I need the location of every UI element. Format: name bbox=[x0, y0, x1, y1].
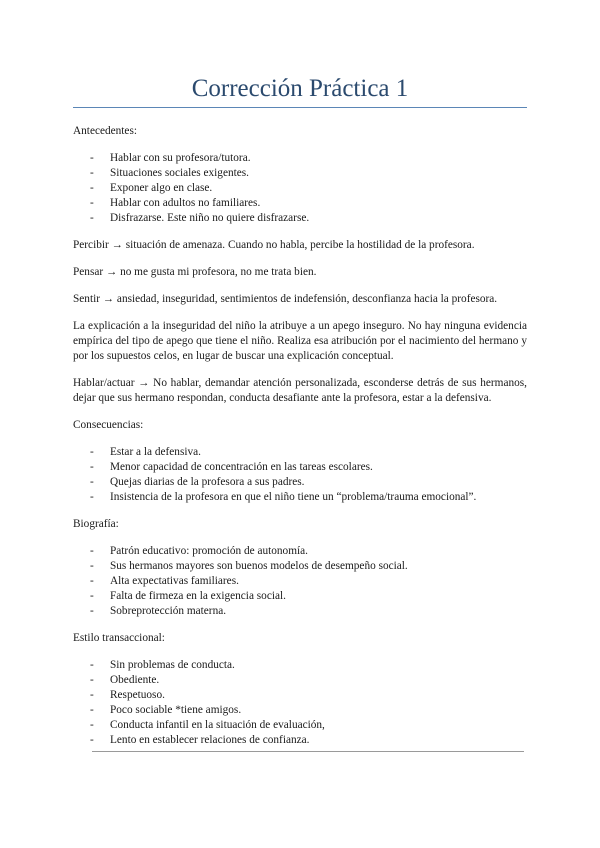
antecedentes-list bbox=[73, 151, 527, 226]
list-item bbox=[73, 604, 527, 619]
title-underline bbox=[73, 107, 527, 108]
list-item bbox=[73, 181, 527, 196]
list-item bbox=[73, 544, 527, 559]
bullet-dash: - bbox=[90, 719, 94, 731]
pensar-paragraph: Pensar → no me gusta mi profesora, no me trata bien. bbox=[73, 266, 317, 278]
list-item-text: Poco sociable *tiene amigos. bbox=[110, 704, 242, 716]
hablar-actuar-paragraph: Hablar/actuar → No hablar, demandar atención personalizada, esconderse detrás de sus hermanos, dejar que sus hermano respondan, conducta desafiante ante la profesora, estar a la defensiva. bbox=[73, 377, 527, 404]
list-item-text: Hablar con adultos no familiares. bbox=[110, 197, 261, 209]
list-item bbox=[73, 151, 527, 166]
bullet-dash: - bbox=[90, 461, 94, 473]
list-item bbox=[73, 703, 527, 718]
bullet-dash: - bbox=[90, 659, 94, 671]
list-item bbox=[73, 559, 527, 574]
list-item-text: Obediente. bbox=[110, 674, 160, 686]
list-item-text: Disfrazarse. Este niño no quiere disfrazarse. bbox=[110, 212, 310, 224]
bullet-dash: - bbox=[90, 212, 94, 224]
bullet-dash: - bbox=[90, 446, 94, 458]
list-item-text: Menor capacidad de concentración en las tareas escolares. bbox=[110, 461, 373, 473]
consecuencias-list bbox=[73, 445, 527, 505]
list-item-text: Lento en establecer relaciones de confianza. bbox=[110, 734, 310, 746]
estilo-list bbox=[73, 658, 527, 748]
list-item-text: Falta de firmeza en la exigencia social. bbox=[110, 590, 286, 602]
bullet-dash: - bbox=[90, 575, 94, 587]
list-item bbox=[73, 589, 527, 604]
list-item-text: Quejas diarias de la profesora a sus padres. bbox=[110, 476, 305, 488]
bullet-dash: - bbox=[90, 476, 94, 488]
bullet-dash: - bbox=[90, 689, 94, 701]
biografia-heading: Biografía: bbox=[73, 518, 119, 530]
consecuencias-heading: Consecuencias: bbox=[73, 419, 144, 431]
list-item bbox=[73, 688, 527, 703]
bullet-dash: - bbox=[90, 674, 94, 686]
page-title: Corrección Práctica 1 bbox=[191, 75, 409, 102]
list-item-text: Insistencia de la profesora en que el niño tiene un “problema/trauma emocional”. bbox=[110, 491, 477, 503]
bullet-dash: - bbox=[90, 734, 94, 746]
document-body bbox=[73, 124, 527, 760]
list-item bbox=[73, 166, 527, 181]
list-item-text: Estar a la defensiva. bbox=[110, 446, 201, 458]
percibir-paragraph: Percibir → situación de amenaza. Cuando no habla, percibe la hostilidad de la profesora. bbox=[73, 239, 475, 251]
list-item-text: Exponer algo en clase. bbox=[110, 182, 213, 194]
list-item bbox=[73, 490, 527, 505]
biografia-list bbox=[73, 544, 527, 619]
list-item-text: Sin problemas de conducta. bbox=[110, 659, 235, 671]
estilo-heading: Estilo transaccional: bbox=[73, 632, 165, 644]
list-item-text: Hablar con su profesora/tutora. bbox=[110, 152, 251, 164]
list-item-text: Conducta infantil en la situación de evaluación, bbox=[110, 719, 325, 731]
list-item-text: Respetuoso. bbox=[110, 689, 165, 701]
explicacion-paragraph: La explicación a la inseguridad del niño la atribuye a un apego inseguro. No hay ninguna evidencia empírica del tipo de apego que tiene el niño. Realiza esa atribución por el nacimiento del hermano y por los supuestos celos, en lugar de buscar una explicación conceptual. bbox=[73, 320, 527, 362]
bullet-dash: - bbox=[90, 152, 94, 164]
list-item bbox=[73, 733, 527, 748]
list-item bbox=[73, 196, 527, 211]
bullet-dash: - bbox=[90, 605, 94, 617]
list-item-text: Sobreprotección materna. bbox=[110, 605, 227, 617]
bullet-dash: - bbox=[90, 491, 94, 503]
list-item bbox=[73, 673, 527, 688]
list-item-text: Patrón educativo: promoción de autonomía. bbox=[110, 545, 308, 557]
bullet-dash: - bbox=[90, 704, 94, 716]
list-item bbox=[73, 475, 527, 490]
bullet-dash: - bbox=[90, 590, 94, 602]
list-item-text: Alta expectativas familiares. bbox=[110, 575, 239, 587]
list-item bbox=[73, 718, 527, 733]
list-item-text: Sus hermanos mayores son buenos modelos de desempeño social. bbox=[110, 560, 408, 572]
bullet-dash: - bbox=[90, 197, 94, 209]
list-item bbox=[73, 658, 527, 673]
list-item bbox=[73, 460, 527, 475]
antecedentes-heading: Antecedentes: bbox=[73, 125, 137, 137]
list-item bbox=[73, 211, 527, 226]
list-item bbox=[73, 574, 527, 589]
bullet-dash: - bbox=[90, 560, 94, 572]
bullet-dash: - bbox=[90, 167, 94, 179]
sentir-paragraph: Sentir → ansiedad, inseguridad, sentimientos de indefensión, desconfianza hacia la profesora. bbox=[73, 293, 498, 305]
list-item-text: Situaciones sociales exigentes. bbox=[110, 167, 249, 179]
bullet-dash: - bbox=[90, 545, 94, 557]
list-item bbox=[73, 445, 527, 460]
footer-divider bbox=[92, 751, 524, 752]
bullet-dash: - bbox=[90, 182, 94, 194]
